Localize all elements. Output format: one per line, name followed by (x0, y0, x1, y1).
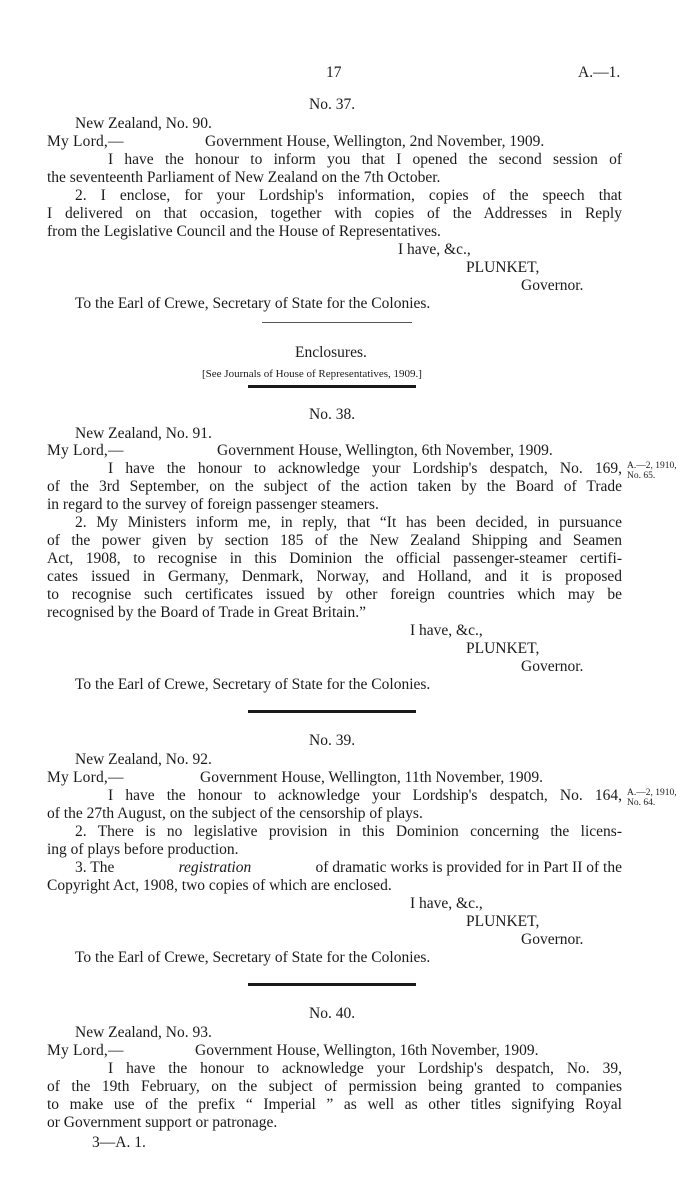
despatch-number: No. 38. (309, 406, 356, 423)
paragraph-line: to recognise such certificates issued by other foreign countries which may be (47, 586, 622, 603)
emphasized-term: registration (178, 859, 252, 876)
signature: PLUNKET, (466, 913, 540, 930)
paragraph-line: to make use of the prefix “ Imperial ” as well as other titles signifying Royal (47, 1096, 622, 1113)
salutation: My Lord,— (47, 442, 124, 459)
addressee: To the Earl of Crewe, Secretary of State for the Colonies. (75, 676, 431, 693)
paragraph-line: I have the honour to inform you that I opened the second session of (108, 151, 622, 168)
paragraph-line: cates issued in Germany, Denmark, Norway, and Holland, and it is proposed (47, 568, 622, 585)
paragraph-line: I have the honour to acknowledge your Lordship's despatch, No. 164, (108, 787, 622, 804)
section-divider (248, 983, 416, 986)
closing: I have, &c., (410, 895, 483, 912)
signature-title: Governor. (521, 277, 584, 294)
signature-title: Governor. (521, 931, 584, 948)
paragraph-line: I have the honour to acknowledge your Lordship's despatch, No. 39, (108, 1060, 622, 1077)
margin-reference: No. 64. (627, 798, 656, 808)
paragraph-text: of dramatic works is provided for in Part II of the (315, 859, 622, 876)
divider (262, 322, 412, 323)
closing: I have, &c., (398, 241, 471, 258)
dateline: Government House, Wellington, 16th November, 1909. (195, 1042, 539, 1059)
paragraph-line: of the 3rd September, on the subject of the action taken by the Board of Trade (47, 478, 622, 495)
paragraph-line: I have the honour to acknowledge your Lordship's despatch, No. 169, (108, 460, 622, 477)
paragraph-line: ing of plays before production. (47, 841, 239, 858)
paragraph-line (75, 859, 622, 877)
section-divider (248, 385, 416, 388)
paragraph-line: or Government support or patronage. (47, 1114, 278, 1131)
signature: PLUNKET, (466, 259, 540, 276)
paragraph-line: recognised by the Board of Trade in Great Britain.” (47, 604, 366, 621)
despatch-number: No. 40. (309, 1005, 356, 1022)
dateline: Government House, Wellington, 11th November, 1909. (200, 769, 543, 786)
document-reference: A.—1. (578, 64, 621, 81)
paragraph-line: I delivered on that occasion, together with copies of the Addresses in Reply (47, 205, 622, 222)
section-divider (248, 710, 416, 713)
despatch-number: No. 39. (309, 732, 356, 749)
salutation: My Lord,— (47, 133, 124, 150)
dateline: Government House, Wellington, 2nd November, 1909. (205, 133, 545, 150)
enclosures-note: [See Journals of House of Representatives, 1909.] (202, 368, 422, 380)
paragraph-line: 2. My Ministers inform me, in reply, that “It has been decided, in pursuance (75, 514, 622, 531)
signature: PLUNKET, (466, 640, 540, 657)
paragraph-line: Act, 1908, to recognise in this Dominion the official passenger-steamer certifi- (47, 550, 622, 567)
despatch-number: No. 37. (309, 96, 356, 113)
paragraph-text: 3. The (75, 859, 115, 876)
enclosures-heading: Enclosures. (295, 344, 367, 361)
salutation: My Lord,— (47, 1042, 124, 1059)
addressee: To the Earl of Crewe, Secretary of State for the Colonies. (75, 949, 431, 966)
paragraph-line: in regard to the survey of foreign passenger steamers. (47, 496, 379, 513)
despatch-origin: New Zealand, No. 92. (75, 751, 212, 768)
salutation: My Lord,— (47, 769, 124, 786)
paragraph-line: 2. There is no legislative provision in this Dominion concerning the licens- (75, 823, 622, 840)
printer-signature-mark: 3—A. 1. (92, 1134, 146, 1151)
margin-reference: A.—2, 1910, (627, 788, 677, 798)
despatch-origin: New Zealand, No. 91. (75, 425, 212, 442)
paragraph-line: Copyright Act, 1908, two copies of which are enclosed. (47, 877, 392, 894)
paragraph-line: of the 19th February, on the subject of permission being granted to companies (47, 1078, 622, 1095)
paragraph-line: the seventeenth Parliament of New Zealand on the 7th October. (47, 169, 441, 186)
despatch-origin: New Zealand, No. 93. (75, 1024, 212, 1041)
paragraph-line: 2. I enclose, for your Lordship's information, copies of the speech that (75, 187, 622, 204)
closing: I have, &c., (410, 622, 483, 639)
signature-title: Governor. (521, 658, 584, 675)
margin-reference: A.—2, 1910, (627, 461, 677, 471)
dateline: Government House, Wellington, 6th November, 1909. (217, 442, 553, 459)
addressee: To the Earl of Crewe, Secretary of State for the Colonies. (75, 295, 431, 312)
margin-reference: No. 65. (627, 471, 656, 481)
paragraph-line: from the Legislative Council and the House of Representatives. (47, 223, 441, 240)
paragraph-line: of the power given by section 185 of the New Zealand Shipping and Seamen (47, 532, 622, 549)
paragraph-line: of the 27th August, on the subject of the censorship of plays. (47, 805, 423, 822)
despatch-origin: New Zealand, No. 90. (75, 115, 212, 132)
page-number: 17 (326, 64, 342, 81)
